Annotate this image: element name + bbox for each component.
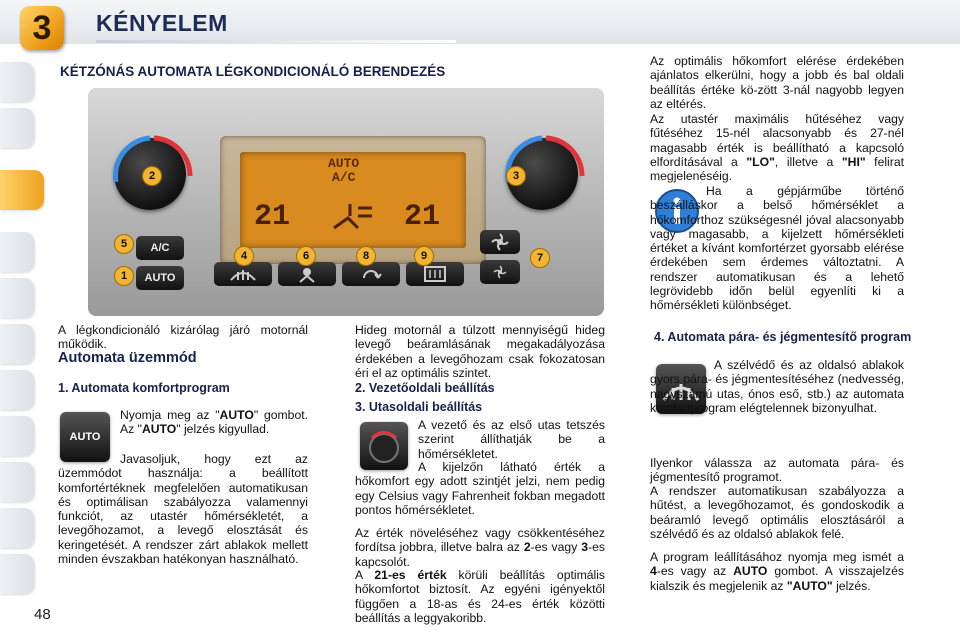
page-number: 48 <box>34 606 51 623</box>
lcd-airflow-icon <box>328 198 378 238</box>
item3-text-1: A vezető és az első utas tetszés szerint állíthatják be a hőmérsékletet. <box>418 418 605 461</box>
callout-2: 2 <box>142 166 162 186</box>
item3-text-3: Az érték növeléséhez vagy csökkentéséhez fordítsa jobbra, illetve balra az 2-es vagy 3-es kapcsolót. <box>355 526 605 569</box>
chapter-tab-7[interactable] <box>0 370 34 410</box>
section-title: KÉTZÓNÁS AUTOMATA LÉGKONDICIONÁLÓ BERENDEZÉS <box>60 64 446 79</box>
lcd-screen <box>240 152 466 248</box>
title-underline <box>96 40 456 43</box>
intro-text: A légkondicionáló kizárólag járó motornál működik. <box>58 323 308 352</box>
callout-7: 7 <box>530 248 550 268</box>
fan-down-button[interactable] <box>480 260 520 284</box>
chapter-title: KÉNYELEM <box>96 10 228 36</box>
callout-3: 3 <box>506 166 526 186</box>
mode-title: Automata üzemmód <box>58 350 197 366</box>
fan-icon <box>490 232 510 252</box>
display-housing <box>220 136 486 264</box>
chapter-tab-9[interactable] <box>0 462 34 502</box>
item4-title: 4. Automata pára- és jégmentesítő program <box>654 330 912 344</box>
fan-up-button[interactable] <box>480 230 520 254</box>
rear-window-defrost-icon <box>420 264 450 284</box>
auto-icon-label: AUTO <box>69 431 101 443</box>
info-note: Ha a gépjárműbe történő beszálláskor a belső hőmérséklet a hőkomforthoz szükségesnél jóval alacsonyabb vagy magasabb, a kijelzett hőmérsékleti értéket a kívánt komfortérzet gyorsabb elérése érdekében sem érdemes változtatni. A rendszer automatikusan és a lehető legrövidebb időn belül egyenlíti ki a hőmérsékleti különbséget. <box>650 184 904 313</box>
item3-title: 3. Utasoldali beállítás <box>355 400 483 414</box>
callout-5: 5 <box>114 234 134 254</box>
item3-text-4: A 21-es érték körüli beállítás optimális hőkomfortot biztosít. Az egyéni igényektől függően a 18-as és 24-es érték közötti beállítás a leggyakoribb. <box>355 568 606 625</box>
lcd-temp-left: 21 <box>254 200 291 234</box>
cold-engine-text: Hideg motornál a túlzott mennyiségű hideg levegő beáramlásának megakadályozása érdekében a levegőhozam csak fokozatosan éri el az optimális szintet. <box>355 323 605 380</box>
windshield-defrost-icon <box>228 264 258 284</box>
col3-text-2: Az utastér maximális hűtéséhez vagy fűtéséhez 15-nél alacsonyabb és 27-nél magasabb érték is beállítható a kapcsoló elfordításával a "LO", illetve a "HI" felirat megjelenéséig. <box>650 112 904 184</box>
rear-defrost-button[interactable] <box>406 262 464 286</box>
chapter-tab-10[interactable] <box>0 508 34 548</box>
item4-text-3: A rendszer automatikusan szabályozza a hűtést, a levegőhozamot, és gondoskodik a beáramló levegő optimális elosztásáról a szélvédő és az oldalsó ablakok felé. <box>650 484 904 541</box>
item2-title: 2. Vezetőoldali beállítás <box>355 381 495 395</box>
item1-text-1: Nyomja meg az "AUTO" gombot. Az "AUTO" jelzés kigyullad. <box>120 408 308 437</box>
chapter-tab-11[interactable] <box>0 554 34 594</box>
callout-9: 9 <box>414 246 434 266</box>
recirculation-icon <box>356 264 386 284</box>
item1-text-2: Javasoljuk, hogy ezt az üzemmódot használja: a beállított komfortértéknek megfelelően automatikusan és optimálisan szabályozza valamennyi funkciót, az utastér hőmérsékletét, a levegőhozamot, a levegő elosztását és keringetését. A rendszer zárt ablakok mellett minden évszakban hatékonyan használható. <box>58 452 308 567</box>
callout-4: 4 <box>234 246 254 266</box>
item4-text-1: A szélvédő és az oldalsó ablakok gyors pára- és jégmentesítéséhez (nedvesség, nagyszámú utas, ónos eső, stb.) az automata komfortprogram elégtelennek bizonyulhat. <box>650 358 904 415</box>
lcd-temp-right: 21 <box>404 200 441 234</box>
callout-6: 6 <box>296 246 316 266</box>
chapter-tab-1[interactable] <box>0 62 34 102</box>
fan-small-icon <box>492 264 508 280</box>
col3-text-1: Az optimális hőkomfort elérése érdekében ajánlatos elkerülni, hogy a jobb és bal oldali beállítás értéke kö-zött 3-nál nagyobb legyen az eltérés. <box>650 54 904 111</box>
chapter-badge: 3 <box>20 6 64 50</box>
chapter-tab-6[interactable] <box>0 324 34 364</box>
item3-text-2: A kijelzőn látható érték a hőkomfort egy adott szintjét jelzi, nem pedig egy Celsius vagy Fahrenheit fokban megadott pontos hőmérsékletet. <box>355 460 605 517</box>
chapter-tab-5[interactable] <box>0 278 34 318</box>
chapter-tab-3-active[interactable] <box>0 170 44 210</box>
lcd-ac: A/C <box>332 170 356 185</box>
item1-title: 1. Automata komfortprogram <box>58 381 230 395</box>
chapter-tab-8[interactable] <box>0 416 34 456</box>
chapter-tab-4[interactable] <box>0 232 34 272</box>
callout-1: 1 <box>114 266 134 286</box>
item4-text-4: A program leállításához nyomja meg ismét a 4-es vagy az AUTO gombot. A visszajelzés kialszik és megjelenik az "AUTO" jelzés. <box>650 550 904 593</box>
lcd-auto: AUTO <box>328 156 360 171</box>
auto-button[interactable]: AUTO <box>136 266 184 290</box>
recirculation-button[interactable] <box>342 262 400 286</box>
ac-button[interactable]: A/C <box>136 236 184 260</box>
chapter-tab-2[interactable] <box>0 108 34 148</box>
control-panel-photo <box>88 88 604 316</box>
callout-8: 8 <box>356 246 376 266</box>
air-distribution-icon <box>292 264 322 284</box>
item4-text-2: Ilyenkor válassza az automata pára- és jégmentesítő programot. <box>650 456 904 485</box>
